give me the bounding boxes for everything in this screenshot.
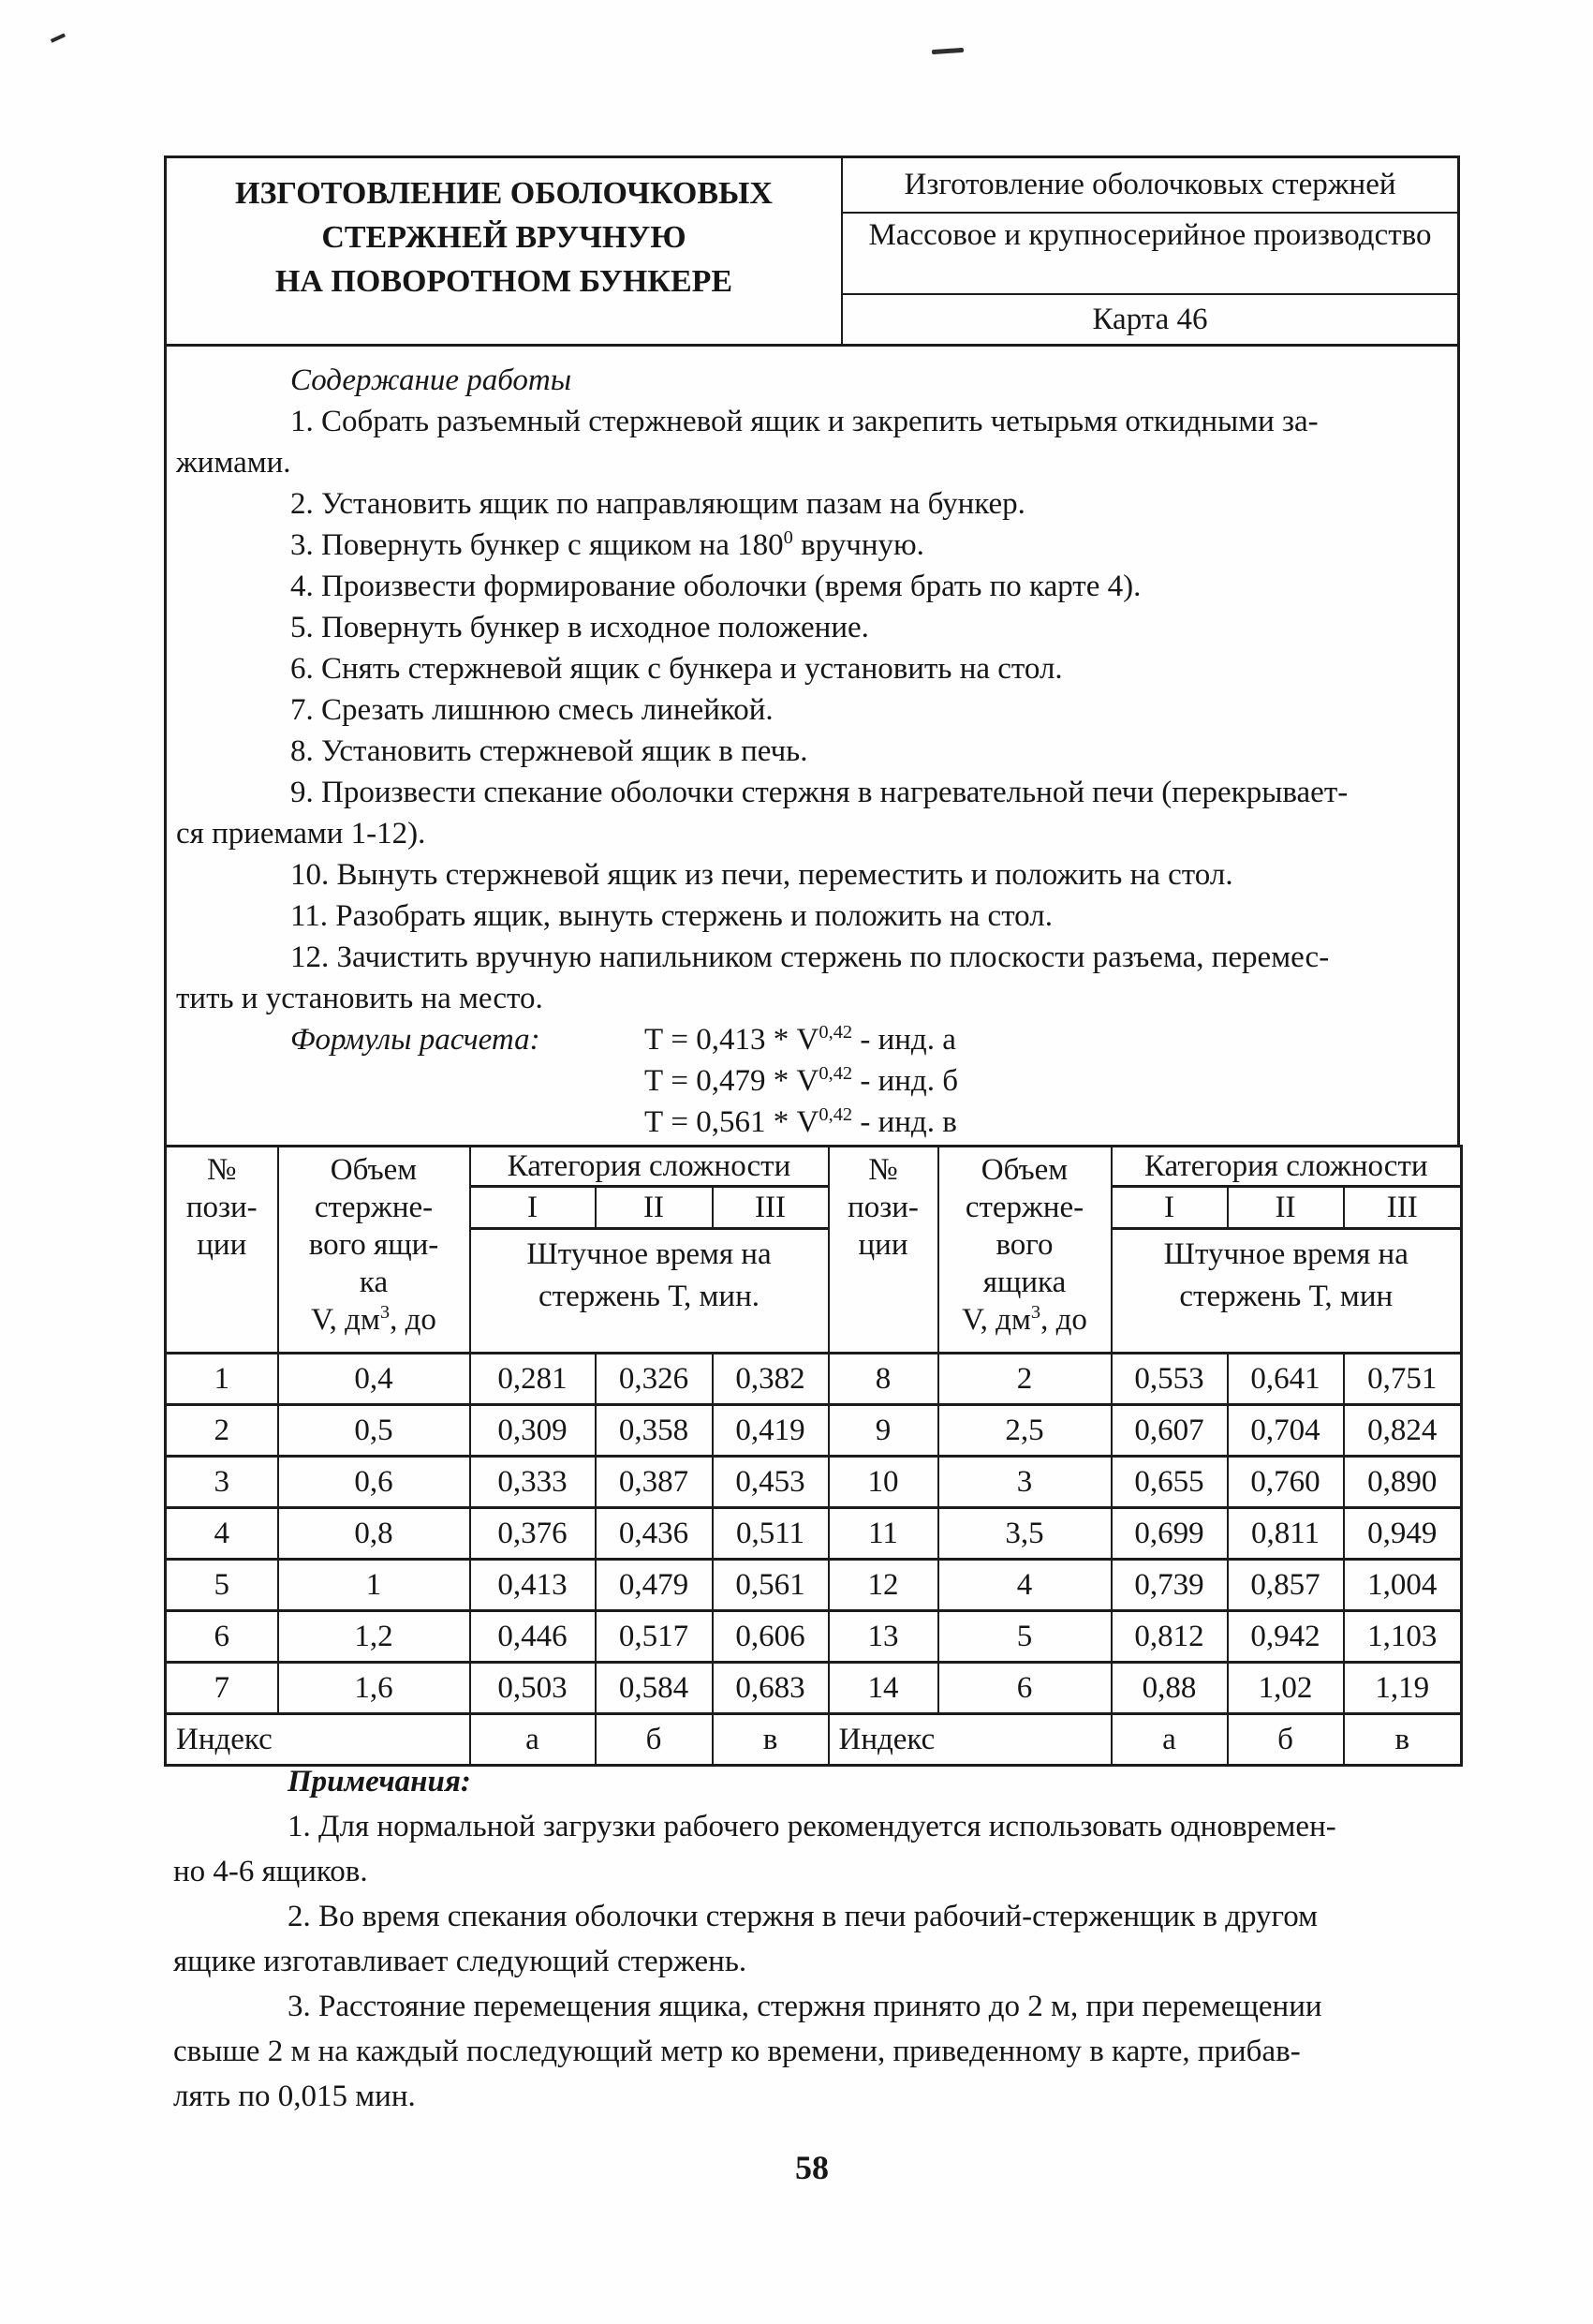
table-cell: 0,683 bbox=[713, 1663, 829, 1714]
table-cell: 0,326 bbox=[596, 1354, 713, 1405]
table-cell: 0,436 bbox=[596, 1508, 713, 1560]
superscript: 0,42 bbox=[819, 1022, 853, 1043]
work-line: 9. Произвести спекание оболочки стержня в нагревательной печи (перекрывает- bbox=[290, 776, 1349, 809]
scan-artifact bbox=[47, 25, 66, 43]
text-segment: - инд. а bbox=[852, 1023, 956, 1057]
table-cell: 3 bbox=[166, 1457, 278, 1508]
table-cell: 0,751 bbox=[1344, 1354, 1462, 1405]
table-cell: 0,309 bbox=[470, 1405, 596, 1457]
table-cell: 0,333 bbox=[470, 1457, 596, 1508]
text-segment: , до bbox=[390, 1303, 436, 1337]
table-cell: 0,949 bbox=[1344, 1508, 1462, 1560]
table-cell: 2,5 bbox=[938, 1405, 1112, 1457]
table-cell: 6 bbox=[938, 1663, 1112, 1714]
header-line: стержне- bbox=[314, 1191, 434, 1224]
card-number: Карта 46 bbox=[1092, 303, 1208, 336]
text-segment: Т = 0,479 * V bbox=[644, 1064, 819, 1098]
formulas-list bbox=[644, 1019, 958, 1143]
index-value: а bbox=[470, 1714, 596, 1766]
note-line: лять по 0,015 мин. bbox=[173, 2080, 416, 2113]
work-section bbox=[164, 347, 1460, 1145]
header-line bbox=[279, 1301, 469, 1339]
col-header-complexity-III: III bbox=[1344, 1187, 1462, 1229]
table-cell: 0,517 bbox=[596, 1611, 713, 1663]
work-line: 4. Произвести формирование оболочки (время брать по карте 4). bbox=[290, 570, 1142, 603]
table-row bbox=[166, 1663, 1462, 1714]
header-line: № bbox=[868, 1153, 898, 1187]
header-line: пози- bbox=[185, 1191, 258, 1224]
index-row bbox=[166, 1714, 1462, 1766]
work-line: 12. Зачистить вручную напильником стержень по плоскости разъема, перемес- bbox=[290, 940, 1330, 974]
superscript: 3 bbox=[1030, 1302, 1041, 1323]
col-header-complexity-I: I bbox=[470, 1187, 596, 1229]
text-segment: 3. Повернуть бункер с ящиком на 180 bbox=[290, 528, 784, 562]
table-cell: 0,358 bbox=[596, 1405, 713, 1457]
table-cell: 0,88 bbox=[1112, 1663, 1228, 1714]
index-value: б bbox=[1228, 1714, 1344, 1766]
table-cell: 0,503 bbox=[470, 1663, 596, 1714]
table-cell: 1,103 bbox=[1344, 1611, 1462, 1663]
table-cell: 10 bbox=[829, 1457, 938, 1508]
col-header-complexity-I: I bbox=[1112, 1187, 1228, 1229]
table-cell: 7 bbox=[166, 1663, 278, 1714]
index-value: б bbox=[596, 1714, 713, 1766]
notes-content bbox=[173, 1804, 1470, 2119]
col-header-complexity-II: II bbox=[596, 1187, 713, 1229]
formula-line bbox=[644, 1102, 958, 1143]
work-content bbox=[176, 401, 1450, 1019]
superscript: 0,42 bbox=[819, 1104, 853, 1125]
header-line: стержне- bbox=[965, 1191, 1084, 1224]
note-line: 1. Для нормальной загрузки рабочего рекомендуется использовать одновремен- bbox=[288, 1810, 1336, 1843]
header-line: стержень Т, мин. bbox=[538, 1280, 760, 1313]
table-cell: 14 bbox=[829, 1663, 938, 1714]
table-cell: 6 bbox=[166, 1611, 278, 1663]
work-line: 7. Срезать лишнюю смесь линейкой. bbox=[290, 693, 774, 727]
table-cell: 0,890 bbox=[1344, 1457, 1462, 1508]
header-line: Объем bbox=[981, 1153, 1069, 1187]
work-line: 11. Разобрать ящик, вынуть стержень и положить на стол. bbox=[290, 899, 1053, 933]
col-header-complexity-II: II bbox=[1228, 1187, 1344, 1229]
superscript: 0,42 bbox=[819, 1063, 853, 1084]
table-cell: 0,561 bbox=[713, 1560, 829, 1611]
table-row bbox=[166, 1508, 1462, 1560]
table-cell: 0,760 bbox=[1228, 1457, 1344, 1508]
table-cell: 0,824 bbox=[1344, 1405, 1462, 1457]
table-cell: 1,19 bbox=[1344, 1663, 1462, 1714]
table-cell: 0,739 bbox=[1112, 1560, 1228, 1611]
header-line: стержень Т, мин bbox=[1179, 1280, 1394, 1313]
index-value: в bbox=[1344, 1714, 1462, 1766]
text-segment: V, дм bbox=[311, 1303, 380, 1337]
col-header-volume bbox=[278, 1147, 470, 1354]
card-title bbox=[167, 158, 843, 344]
formula-line bbox=[644, 1019, 958, 1060]
header-line: № bbox=[207, 1153, 237, 1187]
header-line: Штучное время на bbox=[526, 1237, 772, 1271]
header-subject-label: Изготовление оболочковых стержней bbox=[843, 158, 1457, 214]
table-cell: 0,4 bbox=[278, 1354, 470, 1405]
table-cell: 0,281 bbox=[470, 1354, 596, 1405]
index-value: в bbox=[713, 1714, 829, 1766]
table-row bbox=[166, 1560, 1462, 1611]
table-cell: 0,376 bbox=[470, 1508, 596, 1560]
col-header-position bbox=[166, 1147, 278, 1354]
table-cell: 0,641 bbox=[1228, 1354, 1344, 1405]
card-header bbox=[164, 155, 1460, 347]
table-cell: 0,812 bbox=[1112, 1611, 1228, 1663]
index-label: Индекс bbox=[829, 1714, 1112, 1766]
table-cell: 0,699 bbox=[1112, 1508, 1228, 1560]
table-cell: 9 bbox=[829, 1405, 938, 1457]
header-line: ка bbox=[359, 1266, 389, 1299]
work-line: 6. Снять стержневой ящик с бункера и установить на стол. bbox=[290, 652, 1063, 686]
table-row bbox=[166, 1354, 1462, 1405]
header-production-label: Массовое и крупносерийное производство bbox=[843, 214, 1457, 295]
table-cell: 0,704 bbox=[1228, 1405, 1344, 1457]
table-cell: 0,419 bbox=[713, 1405, 829, 1457]
superscript: 0 bbox=[783, 527, 793, 548]
note-line: но 4-6 ящиков. bbox=[173, 1855, 368, 1888]
col-header-category: Категория сложности bbox=[1112, 1147, 1462, 1187]
header-line: Объем bbox=[330, 1153, 418, 1187]
header-line: ции bbox=[197, 1228, 247, 1262]
table-cell: 1,6 bbox=[278, 1663, 470, 1714]
table-cell: 0,857 bbox=[1228, 1560, 1344, 1611]
card-header-right bbox=[843, 158, 1457, 344]
table-cell: 0,413 bbox=[470, 1560, 596, 1611]
formulas-label: Формулы расчета: bbox=[290, 1023, 540, 1057]
header-line: Штучное время на bbox=[1163, 1237, 1409, 1271]
table-cell: 2 bbox=[166, 1405, 278, 1457]
header-line bbox=[939, 1301, 1111, 1339]
col-header-unit-time bbox=[470, 1229, 829, 1354]
table-cell: 4 bbox=[166, 1508, 278, 1560]
work-heading: Содержание работы bbox=[290, 363, 572, 397]
header-line: пози- bbox=[848, 1191, 919, 1224]
table-row bbox=[166, 1405, 1462, 1457]
header-line: вого ящи- bbox=[308, 1228, 439, 1262]
work-line: 10. Вынуть стержневой ящик из печи, переместить и положить на стол. bbox=[290, 858, 1233, 892]
card-frame bbox=[164, 155, 1460, 1767]
text-segment: вручную. bbox=[792, 528, 924, 562]
table-cell: 1 bbox=[166, 1354, 278, 1405]
text-segment: , до bbox=[1040, 1303, 1087, 1337]
col-header-category: Категория сложности bbox=[470, 1147, 829, 1187]
table-cell: 0,479 bbox=[596, 1560, 713, 1611]
header-line: ящика bbox=[982, 1266, 1067, 1299]
table-cell: 5 bbox=[166, 1560, 278, 1611]
col-header-volume bbox=[938, 1147, 1112, 1354]
table-cell: 0,446 bbox=[470, 1611, 596, 1663]
col-header-position bbox=[829, 1147, 938, 1354]
work-line: 2. Установить ящик по направляющим пазам на бункер. bbox=[290, 487, 1025, 521]
table-cell: 11 bbox=[829, 1508, 938, 1560]
card-title-line: НА ПОВОРОТНОМ БУНКЕРЕ bbox=[274, 264, 733, 299]
notes-section bbox=[164, 1759, 1470, 2119]
page-number: 58 bbox=[795, 2149, 829, 2186]
table-cell: 0,606 bbox=[713, 1611, 829, 1663]
table-cell: 0,5 bbox=[278, 1405, 470, 1457]
note-line: ящике изготавливает следующий стержень. bbox=[173, 1945, 747, 1978]
table-cell: 0,942 bbox=[1228, 1611, 1344, 1663]
text-segment: - инд. в bbox=[852, 1105, 957, 1139]
table-cell: 0,382 bbox=[713, 1354, 829, 1405]
header-line: ции bbox=[858, 1228, 908, 1262]
text-segment: V, дм bbox=[962, 1303, 1031, 1337]
table-cell: 5 bbox=[938, 1611, 1112, 1663]
table-cell: 12 bbox=[829, 1560, 938, 1611]
table-cell: 0,453 bbox=[713, 1457, 829, 1508]
table-cell: 0,8 bbox=[278, 1508, 470, 1560]
table-cell: 1,02 bbox=[1228, 1663, 1344, 1714]
work-line: ся приемами 1-12). bbox=[176, 817, 426, 851]
superscript: 3 bbox=[379, 1302, 391, 1323]
time-table bbox=[164, 1145, 1463, 1767]
work-line bbox=[176, 525, 1450, 566]
note-line: 2. Во время спекания оболочки стержня в печи рабочий-стерженщик в другом bbox=[288, 1900, 1319, 1933]
notes-heading: Примечания: bbox=[288, 1765, 471, 1799]
scan-artifact bbox=[932, 48, 964, 54]
note-line: свыше 2 м на каждый последующий метр ко времени, приведенному в карте, прибав- bbox=[173, 2035, 1301, 2068]
index-label: Индекс bbox=[166, 1714, 470, 1766]
table-cell: 0,511 bbox=[713, 1508, 829, 1560]
table-cell: 0,584 bbox=[596, 1663, 713, 1714]
table-cell: 1,004 bbox=[1344, 1560, 1462, 1611]
header-line: вого bbox=[996, 1228, 1054, 1262]
text-segment: Т = 0,413 * V bbox=[644, 1023, 819, 1057]
col-header-unit-time bbox=[1112, 1229, 1462, 1354]
table-cell: 0,387 bbox=[596, 1457, 713, 1508]
text-segment: Т = 0,561 * V bbox=[644, 1105, 819, 1139]
table-cell: 4 bbox=[938, 1560, 1112, 1611]
table-cell: 0,553 bbox=[1112, 1354, 1228, 1405]
formula-line bbox=[644, 1060, 958, 1102]
note-line: 3. Расстояние перемещения ящика, стержня принято до 2 м, при перемещении bbox=[288, 1990, 1322, 2023]
table-cell: 0,811 bbox=[1228, 1508, 1344, 1560]
table-row bbox=[166, 1611, 1462, 1663]
table-cell: 3 bbox=[938, 1457, 1112, 1508]
table-cell: 8 bbox=[829, 1354, 938, 1405]
work-line: 5. Повернуть бункер в исходное положение. bbox=[290, 611, 869, 644]
table-cell: 0,6 bbox=[278, 1457, 470, 1508]
table-cell: 0,607 bbox=[1112, 1405, 1228, 1457]
table-cell: 0,655 bbox=[1112, 1457, 1228, 1508]
text-segment: - инд. б bbox=[852, 1064, 959, 1098]
table-cell: 1,2 bbox=[278, 1611, 470, 1663]
col-header-complexity-III: III bbox=[713, 1187, 829, 1229]
work-line: 1. Собрать разъемный стержневой ящик и закрепить четырьмя откидными за- bbox=[290, 405, 1319, 438]
table-cell: 3,5 bbox=[938, 1508, 1112, 1560]
work-line: жимами. bbox=[176, 446, 291, 480]
table-row bbox=[166, 1457, 1462, 1508]
table-cell: 1 bbox=[278, 1560, 470, 1611]
card-title-line: ИЗГОТОВЛЕНИЕ ОБОЛОЧКОВЫХ bbox=[235, 176, 773, 211]
work-line: 8. Установить стержневой ящик в печь. bbox=[290, 734, 808, 768]
work-line: тить и установить на место. bbox=[176, 982, 543, 1015]
table-cell: 2 bbox=[938, 1354, 1112, 1405]
formulas-row bbox=[176, 1019, 1450, 1143]
table-cell: 13 bbox=[829, 1611, 938, 1663]
index-value: а bbox=[1112, 1714, 1228, 1766]
card-title-line: СТЕРЖНЕЙ ВРУЧНУЮ bbox=[321, 220, 686, 255]
